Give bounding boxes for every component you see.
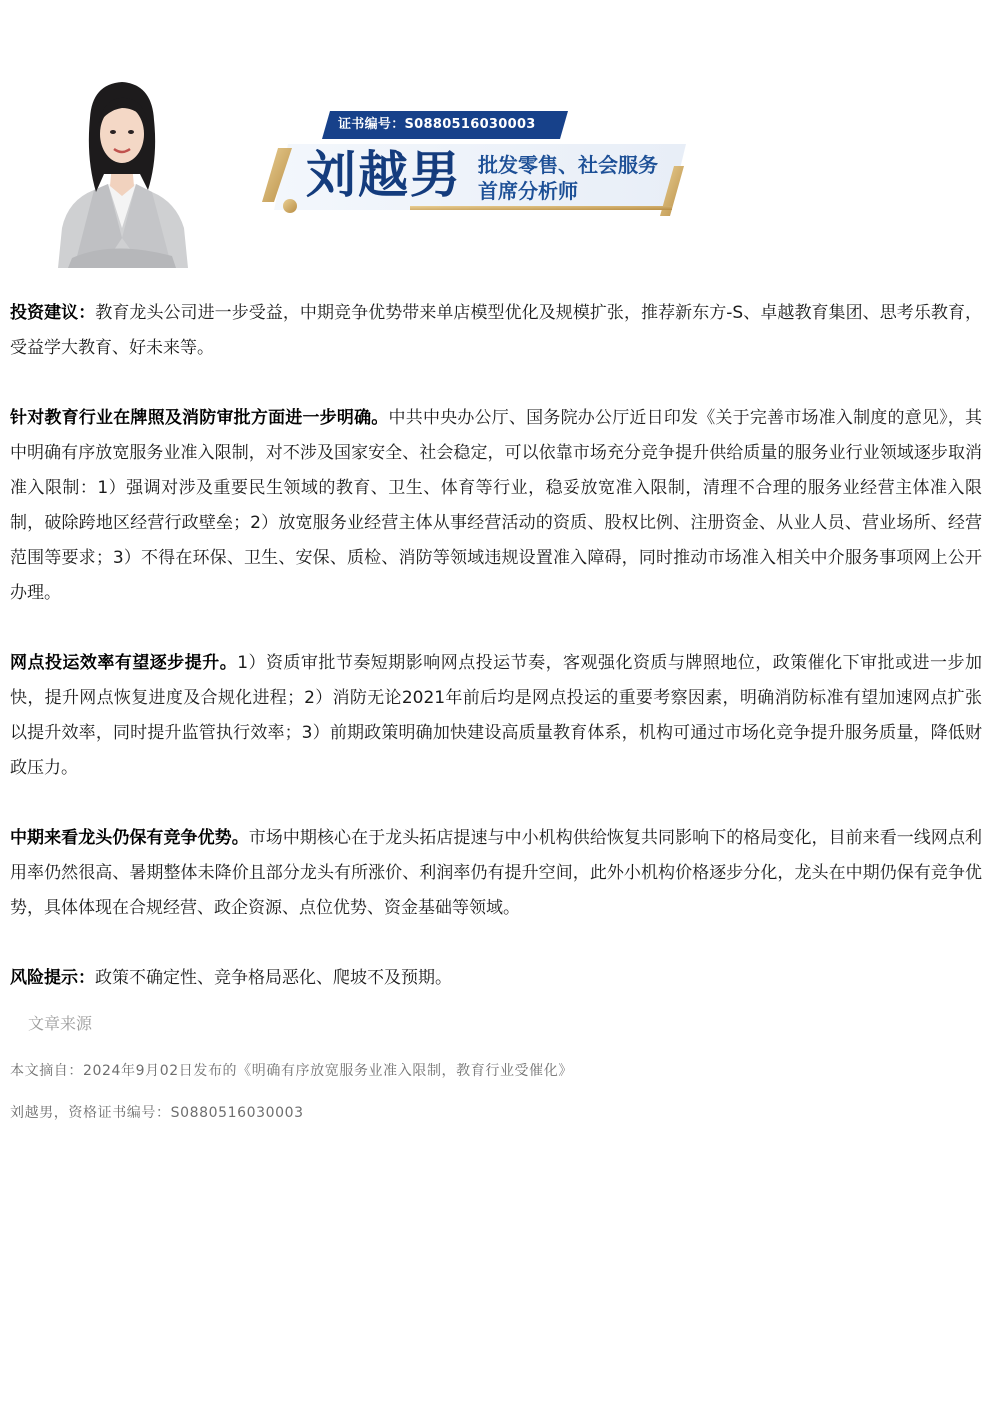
paragraph-text: 政策不确定性、竞争格局恶化、爬坡不及预期。 [95,968,452,988]
paragraph-heading: 投资建议： [10,303,96,323]
paragraph-text: 1）资质审批节奏短期影响网点投运节奏，客观强化资质与牌照地位，政策催化下审批或进一步加快，提升网点恢复进度及合规化进程；2）消防无论2021年前后均是网点投运的重要考察因素，明确消防标准有望加速网点扩张以提升效率，同时提升监管执行效率；3）前期政策明确加快建设高质量教育体系，机构可通过市场化竞争提升服务质量，降低财政压力。 [10,653,982,778]
source-citation: 本文摘自：2024年9月02日发布的《明确有序放宽服务业准入限制，教育行业受催化》 [10,1063,573,1079]
paragraph-heading: 网点投运效率有望逐步提升。 [10,653,238,673]
source-heading: 文章来源 [28,1014,93,1033]
analyst-name: 刘越男 [306,145,462,204]
source-certificate: 刘越男，资格证书编号：S0880516030003 [10,1105,304,1121]
paragraph-text: 市场中期核心在于龙头拓店提速与中小机构供给恢复共同影响下的格局变化，目前来看一线网点利用率仍然很高、暑期整体未降价且部分龙头有所涨价、利润率仍有提升空间，此外小机构价格逐步分化，龙头在中期仍保有竞争优势，具体体现在合规经营、政企资源、点位优势、资金基础等领域。 [10,828,982,918]
paragraph-efficiency [10,646,982,786]
paragraph-heading: 中期来看龙头仍保有竞争优势。 [10,828,249,848]
paragraph-competitive-advantage [10,821,982,926]
paragraph-investment-advice [10,296,982,366]
analyst-banner [0,0,992,280]
analyst-title-line2: 首席分析师 [478,179,578,203]
analyst-portrait [52,78,192,268]
cert-number-label: 证书编号：S0880516030003 [338,117,536,132]
paragraph-heading: 针对教育行业在牌照及消防审批方面进一步明确。 [10,408,389,428]
paragraph-text: 教育龙头公司进一步受益，中期竞争优势带来单店模型优化及规模扩张，推荐新东方-S、卓越教育集团、思考乐教育，受益学大教育、好未来等。 [10,303,982,358]
paragraph-policy-clarification [10,401,982,611]
paragraph-text: 中共中央办公厅、国务院办公厅近日印发《关于完善市场准入制度的意见》，其中明确有序放宽服务业准入限制，对不涉及国家安全、社会稳定，可以依靠市场充分竞争提升供给质量的服务业行业领域逐步取消准入限制：1）强调对涉及重要民生领域的教育、卫生、体育等行业，稳妥放宽准入限制，清理不合理的服务业经营主体准入限制，破除跨地区经营行政壁垒；2）放宽服务业经营主体从事经营活动的资质、股权比例、注册资金、从业人员、营业场所、经营范围等要求；3）不得在环保、卫生、安保、质检、消防等领域违规设置准入障碍，同时推动市场准入相关中介服务事项网上公开办理。 [10,408,983,603]
paragraph-heading: 风险提示： [10,968,95,988]
analyst-title-line1: 批发零售、社会服务 [478,153,658,177]
article-body [10,296,982,1031]
paragraph-risk-warning [10,961,982,996]
